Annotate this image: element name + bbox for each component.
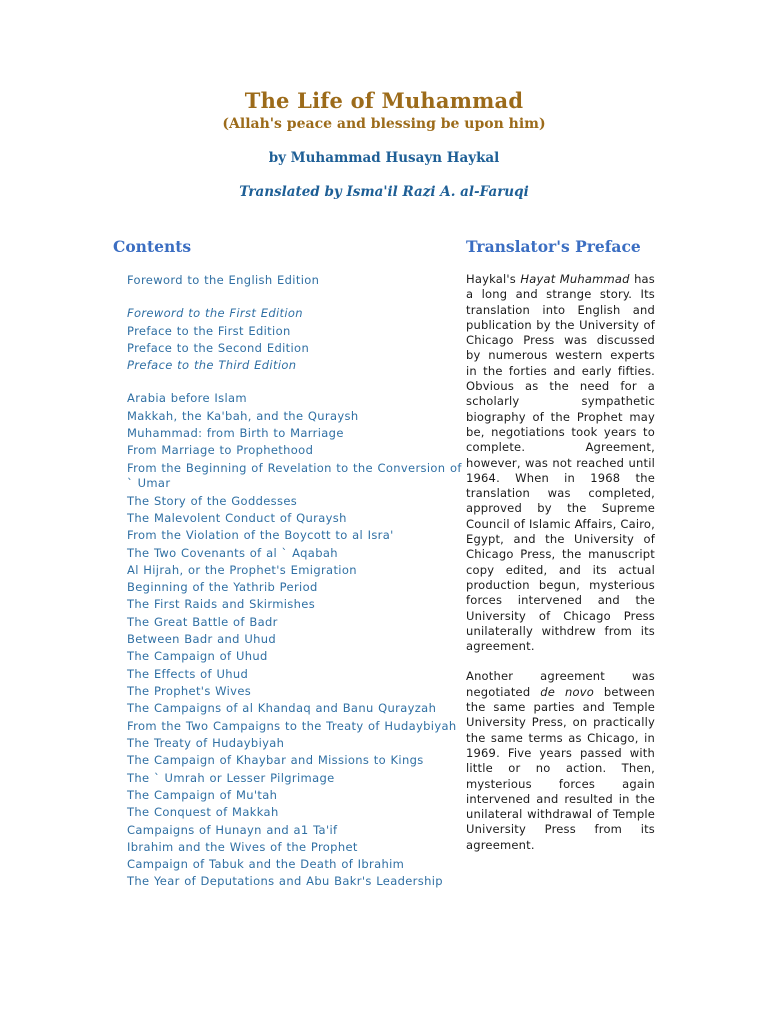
toc-link[interactable]: Between Badr and Uhud xyxy=(127,632,277,647)
book-subtitle: (Allah's peace and blessing be upon him) xyxy=(222,116,546,132)
book-title-reference: Hayat Muhammad xyxy=(520,272,630,286)
toc-link[interactable]: Preface to the Third Edition xyxy=(127,358,297,373)
table-of-contents xyxy=(127,272,462,891)
toc-link[interactable]: Al Hijrah, or the Prophet's Emigration xyxy=(127,562,357,577)
toc-link[interactable]: From the Violation of the Boycott to al Isra' xyxy=(127,528,394,543)
toc-link[interactable]: The Year of Deputations and Abu Bakr's Leadership xyxy=(127,874,443,889)
toc-link[interactable]: Foreword to the English Edition xyxy=(127,273,320,287)
toc-link[interactable]: From Marriage to Prophethood xyxy=(127,443,314,458)
toc-link[interactable]: The Campaigns of al Khandaq and Banu Qurayzah xyxy=(127,701,437,716)
toc-link[interactable]: Campaign of Tabuk and the Death of Ibrahim xyxy=(127,857,405,872)
toc-link[interactable]: Makkah, the Ka'bah, and the Quraysh xyxy=(127,408,359,423)
preface-heading: Translator's Preface xyxy=(466,237,641,256)
toc-link[interactable]: The Campaign of Uhud xyxy=(127,649,268,664)
toc-link[interactable]: The Malevolent Conduct of Quraysh xyxy=(127,510,347,525)
toc-link[interactable]: Preface to the First Edition xyxy=(127,323,291,338)
toc-link[interactable]: Campaigns of Hunayn and a1 Ta'if xyxy=(127,822,338,837)
toc-link[interactable]: Arabia before Islam xyxy=(127,391,247,406)
preface-text: has a long and strange story. Its translation into English and publication by the University of Chicago Press was discussed by numerous western experts in the forties and early fifties. Obvious as the need for a scholarly sympathetic biography of the Prophet may be, negotiations took years to complete. Agreement, however, was not reached until 1964. When in 1968 the translation was completed, approved by the Supreme Council of Islamic Affairs, Cairo, Egypt, and the University of Chicago Press, the manuscript copy edited, and its actual production begun, mysterious forces intervened and the University of Chicago Press unilaterally withdrew from its agreement. xyxy=(466,272,655,654)
author-line: by Muhammad Husayn Haykal xyxy=(268,150,500,166)
preface-paragraph xyxy=(466,272,655,654)
preface-text: Haykal's xyxy=(466,272,521,286)
preface-paragraph xyxy=(466,669,655,853)
preface-text: between the same parties and Temple University Press, on practically the same terms as Chicago, in 1969. Five years passed with little or no action. Then, mysterious forces again intervened and resulted in the unilateral withdrawal of Temple University Press from its agreement. xyxy=(466,684,655,852)
toc-link[interactable]: From the Two Campaigns to the Treaty of Hudaybiyah xyxy=(127,718,457,733)
preface-text: Another agreement was negotiated xyxy=(466,669,655,699)
preface-body xyxy=(466,272,655,868)
contents-heading: Contents xyxy=(113,237,192,256)
toc-link[interactable]: The Two Covenants of al ` Aqabah xyxy=(127,545,338,560)
translator-line: Translated by Isma'il Razi A. al-Faruqi xyxy=(239,184,529,200)
toc-link[interactable]: The Prophet's Wives xyxy=(127,683,252,698)
toc-link[interactable]: Beginning of the Yathrib Period xyxy=(127,580,318,595)
toc-link[interactable]: The Story of the Goddesses xyxy=(127,493,298,508)
toc-link[interactable]: The Conquest of Makkah xyxy=(127,805,279,820)
toc-link[interactable]: Muhammad: from Birth to Marriage xyxy=(127,426,344,441)
toc-link[interactable]: The Great Battle of Badr xyxy=(127,614,278,629)
toc-link[interactable]: From the Beginning of Revelation to the Conversion of ` Umar xyxy=(127,460,462,491)
toc-link[interactable]: The Campaign of Khaybar and Missions to Kings xyxy=(127,753,424,768)
toc-link[interactable]: The First Raids and Skirmishes xyxy=(127,597,316,612)
latin-phrase: de novo xyxy=(540,684,594,699)
toc-link[interactable]: Ibrahim and the Wives of the Prophet xyxy=(127,839,358,854)
toc-link[interactable]: Foreword to the First Edition xyxy=(127,306,303,321)
toc-link[interactable]: The Treaty of Hudaybiyah xyxy=(127,736,285,751)
toc-link[interactable]: The Campaign of Mu'tah xyxy=(127,787,278,802)
book-title: The Life of Muhammad xyxy=(244,88,524,113)
toc-link[interactable]: Preface to the Second Edition xyxy=(127,340,310,355)
toc-link[interactable]: The ` Umrah or Lesser Pilgrimage xyxy=(127,770,335,785)
toc-link[interactable]: The Effects of Uhud xyxy=(127,666,249,681)
